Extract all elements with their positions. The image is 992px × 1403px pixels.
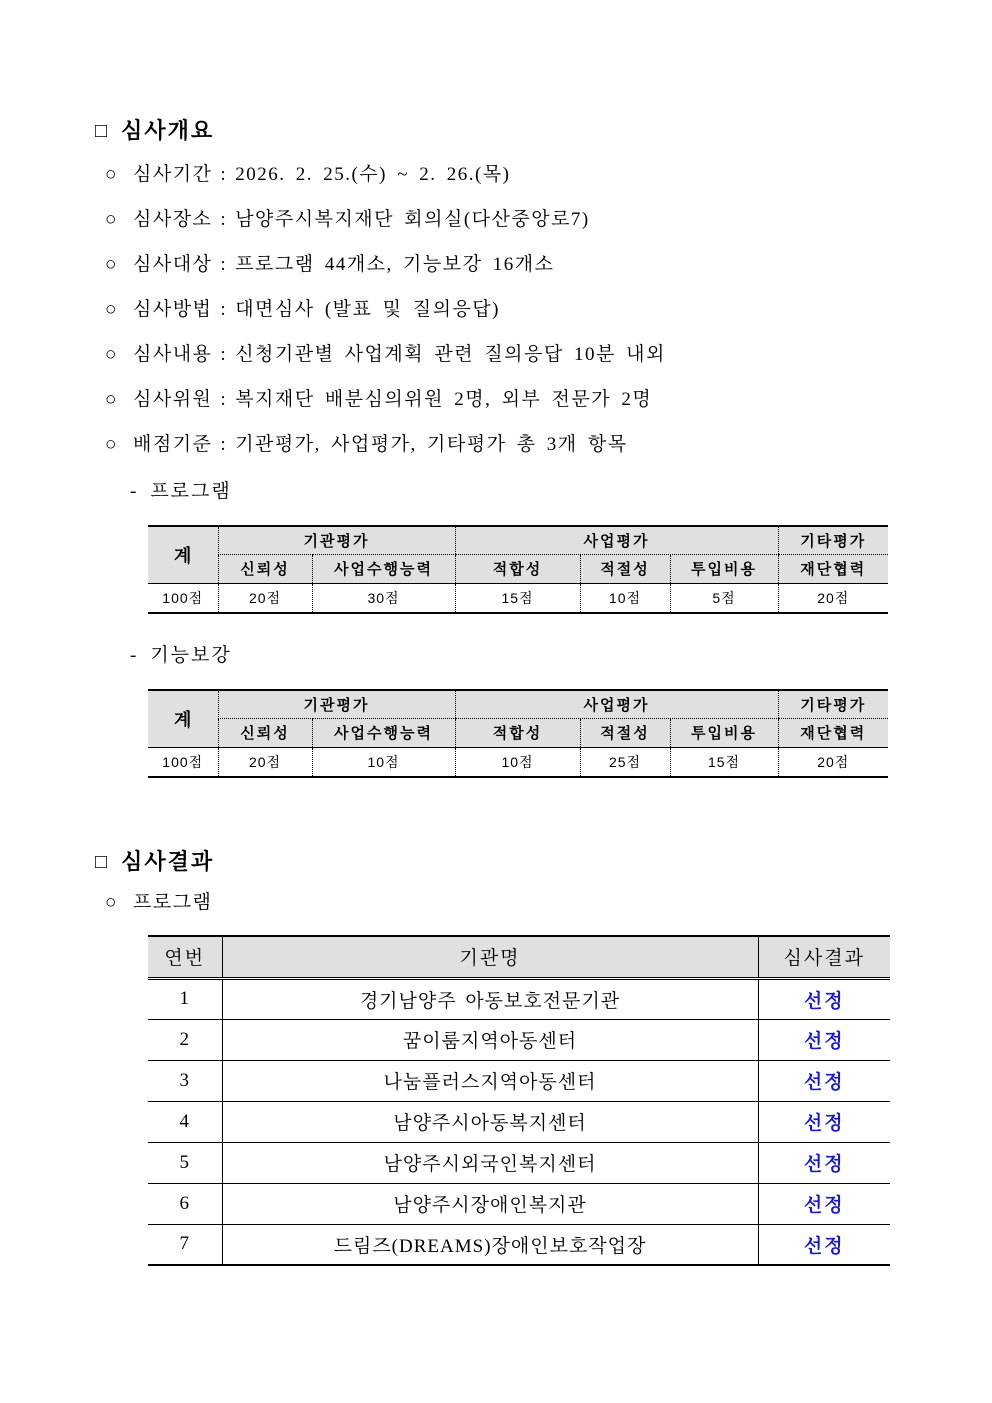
score-table-title-program — [130, 476, 232, 503]
table-row — [148, 1019, 890, 1060]
overview-item-value: 복지재단 배분심의위원 2명, 외부 전문가 2명 — [235, 389, 653, 410]
overview-item-content — [105, 342, 666, 368]
overview-item-target — [105, 252, 554, 278]
table-row — [148, 1060, 890, 1101]
label-separator: : — [220, 389, 228, 410]
dash-icon: - — [130, 481, 139, 502]
row-result: 선정 — [758, 1183, 890, 1224]
score-table-title-text: 기능보강 — [150, 645, 232, 666]
score-value: 15점 — [670, 747, 778, 777]
table-row — [148, 1183, 890, 1224]
row-org-name: 경기남양주 아동보호전문기관 — [222, 978, 758, 1019]
score-value: 10점 — [580, 583, 670, 613]
score-group-other: 기타평가 — [778, 690, 888, 718]
overview-item-label: 심사기간 — [132, 164, 213, 185]
circle-bullet-icon: ○ — [105, 344, 118, 365]
overview-item-label: 심사내용 — [132, 344, 213, 365]
results-col-name: 기관명 — [222, 936, 758, 978]
score-subheader: 사업수행능력 — [312, 718, 455, 747]
row-no: 7 — [148, 1224, 222, 1265]
overview-item-value: 신청기관별 사업계획 관련 질의응답 10분 내외 — [235, 344, 666, 365]
table-row — [148, 1142, 890, 1183]
row-no: 1 — [148, 978, 222, 1019]
row-org-name: 나눔플러스지역아동센터 — [222, 1060, 758, 1101]
table-row — [148, 978, 890, 1019]
overview-item-label: 심사대상 — [132, 254, 213, 275]
score-group-project: 사업평가 — [455, 690, 778, 718]
score-value: 20점 — [778, 747, 888, 777]
overview-item-label: 심사장소 — [132, 209, 213, 230]
row-org-name: 드림즈(DREAMS)장애인보호작업장 — [222, 1224, 758, 1265]
circle-bullet-icon: ○ — [105, 254, 118, 275]
row-result: 선정 — [758, 1224, 890, 1265]
score-group-institution: 기관평가 — [218, 690, 455, 718]
results-col-no: 연번 — [148, 936, 222, 978]
score-group-project: 사업평가 — [455, 526, 778, 554]
row-no: 3 — [148, 1060, 222, 1101]
label-separator: : — [220, 299, 228, 320]
overview-title: 심사개요 — [121, 118, 215, 143]
results-table — [148, 935, 890, 1266]
overview-item-place — [105, 207, 590, 233]
score-group-institution: 기관평가 — [218, 526, 455, 554]
row-result: 선정 — [758, 1142, 890, 1183]
score-value: 100점 — [148, 583, 218, 613]
circle-bullet-icon: ○ — [105, 434, 118, 455]
row-no: 6 — [148, 1183, 222, 1224]
results-heading — [95, 845, 214, 876]
results-header-row — [148, 936, 890, 978]
overview-item-method — [105, 297, 500, 323]
row-org-name: 남양주시장애인복지관 — [222, 1183, 758, 1224]
score-value: 10점 — [455, 747, 580, 777]
table-row — [148, 1224, 890, 1265]
row-no: 2 — [148, 1019, 222, 1060]
square-bullet-icon: □ — [95, 120, 110, 142]
score-subheader: 재단협력 — [778, 718, 888, 747]
overview-item-label: 배점기준 — [132, 434, 213, 455]
score-value: 10점 — [312, 747, 455, 777]
score-subheader: 적절성 — [580, 554, 670, 583]
score-subheader: 신뢰성 — [218, 718, 312, 747]
score-subheader: 재단협력 — [778, 554, 888, 583]
label-separator: : — [220, 254, 228, 275]
score-table-title-text: 프로그램 — [150, 481, 232, 502]
row-result: 선정 — [758, 978, 890, 1019]
circle-bullet-icon: ○ — [105, 892, 118, 913]
overview-item-value: 남양주시복지재단 회의실(다산중앙로7) — [235, 209, 590, 230]
overview-item-label: 심사위원 — [132, 389, 213, 410]
score-value: 25점 — [580, 747, 670, 777]
score-subheader: 적합성 — [455, 718, 580, 747]
score-value: 30점 — [312, 583, 455, 613]
score-table-facility — [148, 689, 888, 778]
score-value: 20점 — [778, 583, 888, 613]
row-no: 5 — [148, 1142, 222, 1183]
circle-bullet-icon: ○ — [105, 209, 118, 230]
score-value: 100점 — [148, 747, 218, 777]
score-header-total: 계 — [148, 526, 218, 583]
score-table-title-facility — [130, 640, 232, 667]
row-result: 선정 — [758, 1060, 890, 1101]
score-subheader: 적절성 — [580, 718, 670, 747]
row-result: 선정 — [758, 1101, 890, 1142]
row-org-name: 남양주시외국인복지센터 — [222, 1142, 758, 1183]
results-title: 심사결과 — [121, 849, 215, 874]
score-subheader: 투입비용 — [670, 718, 778, 747]
overview-heading — [95, 114, 214, 145]
overview-item-criteria — [105, 432, 628, 458]
results-col-result: 심사결과 — [758, 936, 890, 978]
overview-item-committee — [105, 387, 652, 413]
table-row — [148, 1101, 890, 1142]
overview-item-value: 기관평가, 사업평가, 기타평가 총 3개 항목 — [235, 434, 628, 455]
row-org-name: 남양주시아동복지센터 — [222, 1101, 758, 1142]
overview-item-value: 프로그램 44개소, 기능보강 16개소 — [235, 254, 555, 275]
results-subtitle-text: 프로그램 — [132, 892, 213, 913]
score-header-total: 계 — [148, 690, 218, 747]
score-value: 15점 — [455, 583, 580, 613]
score-value: 20점 — [218, 583, 312, 613]
label-separator: : — [220, 209, 228, 230]
circle-bullet-icon: ○ — [105, 389, 118, 410]
score-subheader: 적합성 — [455, 554, 580, 583]
score-table-program — [148, 525, 888, 614]
row-result: 선정 — [758, 1019, 890, 1060]
overview-item-period — [105, 162, 510, 188]
dash-icon: - — [130, 645, 139, 666]
score-value: 20점 — [218, 747, 312, 777]
overview-item-label: 심사방법 — [132, 299, 213, 320]
score-subheader: 투입비용 — [670, 554, 778, 583]
label-separator: : — [220, 344, 228, 365]
square-bullet-icon: □ — [95, 851, 110, 873]
score-subheader: 사업수행능력 — [312, 554, 455, 583]
label-separator: : — [220, 434, 228, 455]
row-org-name: 꿈이룸지역아동센터 — [222, 1019, 758, 1060]
row-no: 4 — [148, 1101, 222, 1142]
score-value: 5점 — [670, 583, 778, 613]
circle-bullet-icon: ○ — [105, 164, 118, 185]
score-group-other: 기타평가 — [778, 526, 888, 554]
overview-item-value: 대면심사 (발표 및 질의응답) — [235, 299, 500, 320]
circle-bullet-icon: ○ — [105, 299, 118, 320]
results-subtitle — [105, 890, 212, 916]
score-subheader: 신뢰성 — [218, 554, 312, 583]
label-separator: : — [220, 164, 228, 185]
overview-item-value: 2026. 2. 25.(수) ~ 2. 26.(목) — [235, 164, 511, 185]
